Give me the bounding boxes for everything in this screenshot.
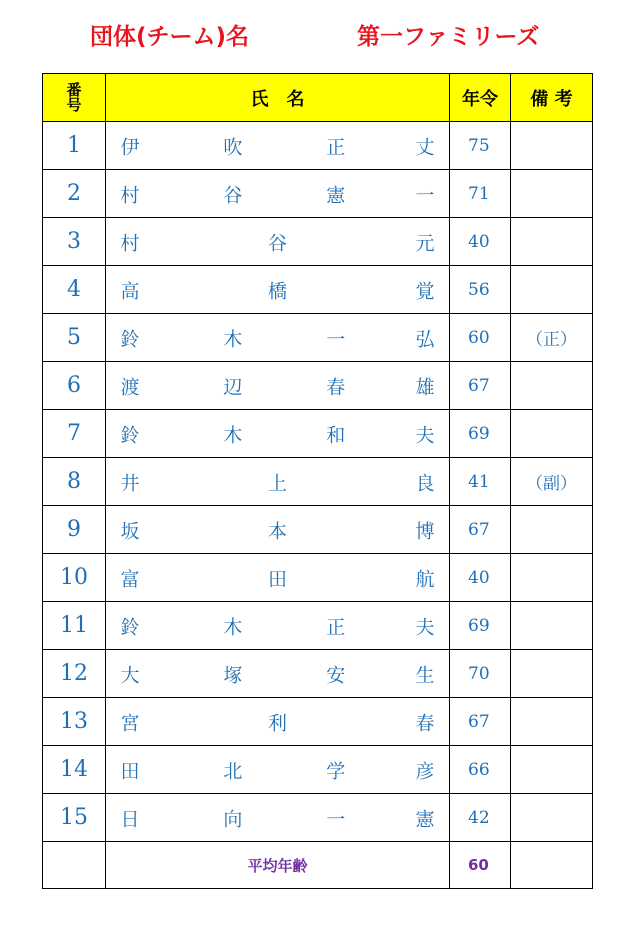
name-char: 北: [223, 760, 243, 782]
team-name: 第一ファミリーズ: [357, 24, 540, 50]
member-name: [106, 506, 450, 554]
name-char: 彦: [415, 760, 435, 782]
member-age: 69: [450, 602, 511, 650]
member-name: [106, 218, 450, 266]
member-age: 69: [450, 410, 511, 458]
table-row: [43, 746, 593, 794]
name-char: 春: [415, 712, 435, 734]
name-char: 渡: [120, 376, 140, 398]
roster-body: [43, 122, 593, 842]
name-char: 憲: [415, 808, 435, 830]
name-char: 和: [326, 424, 346, 446]
name-char: 博: [415, 520, 435, 542]
name-char: 高: [120, 280, 140, 302]
name-char: 谷: [223, 184, 243, 206]
table-header-row: [43, 74, 593, 122]
name-char: 安: [326, 664, 346, 686]
member-age: 75: [450, 122, 511, 170]
average-label: 平均年齢: [106, 842, 450, 889]
member-note: [511, 218, 593, 266]
table-row: [43, 170, 593, 218]
member-name: [106, 698, 450, 746]
member-note: [511, 602, 593, 650]
name-char: 本: [267, 520, 288, 542]
name-char: 学: [326, 760, 346, 782]
average-note-cell: [511, 842, 593, 889]
name-char: 雄: [415, 376, 435, 398]
member-note: [511, 794, 593, 842]
name-char: 一: [326, 328, 346, 350]
name-char: 覚: [415, 280, 435, 302]
name-char: 向: [223, 808, 243, 830]
name-char: 航: [415, 568, 435, 590]
name-char: 夫: [415, 424, 435, 446]
header-note: 備 考: [511, 74, 593, 122]
member-age: 70: [450, 650, 511, 698]
member-note: （副）: [511, 458, 593, 506]
document-title: [0, 18, 640, 54]
member-age: 60: [450, 314, 511, 362]
row-number: 4: [43, 266, 106, 314]
name-char: 谷: [267, 232, 288, 254]
name-char: 一: [326, 808, 346, 830]
member-name: [106, 122, 450, 170]
table-row: [43, 218, 593, 266]
name-char: 木: [223, 616, 243, 638]
header-age: 年令: [450, 74, 511, 122]
name-char: 良: [415, 472, 435, 494]
name-char: 日: [120, 808, 140, 830]
name-char: 木: [223, 328, 243, 350]
table-row: [43, 794, 593, 842]
row-number: 3: [43, 218, 106, 266]
member-name: [106, 746, 450, 794]
name-char: 坂: [120, 520, 140, 542]
name-char: 一: [415, 184, 435, 206]
average-blank-cell: [43, 842, 106, 889]
member-age: 41: [450, 458, 511, 506]
member-note: [511, 506, 593, 554]
member-age: 40: [450, 554, 511, 602]
row-number: 10: [43, 554, 106, 602]
member-note: （正）: [511, 314, 593, 362]
table-row: [43, 266, 593, 314]
member-age: 67: [450, 698, 511, 746]
member-age: 66: [450, 746, 511, 794]
name-char: 富: [120, 568, 140, 590]
header-number: 番 号: [43, 74, 106, 122]
row-number: 5: [43, 314, 106, 362]
row-number: 12: [43, 650, 106, 698]
member-note: [511, 266, 593, 314]
row-number: 1: [43, 122, 106, 170]
row-number: 11: [43, 602, 106, 650]
name-char: 井: [120, 472, 140, 494]
member-age: 71: [450, 170, 511, 218]
name-char: 春: [326, 376, 346, 398]
name-char: 憲: [326, 184, 346, 206]
name-char: 宮: [120, 712, 140, 734]
row-number: 13: [43, 698, 106, 746]
member-name: [106, 458, 450, 506]
name-char: 弘: [415, 328, 435, 350]
roster-table: [42, 73, 593, 889]
member-note: [511, 746, 593, 794]
member-note: [511, 170, 593, 218]
member-name: [106, 794, 450, 842]
name-char: 正: [326, 616, 346, 638]
member-name: [106, 362, 450, 410]
member-name: [106, 554, 450, 602]
table-row: [43, 506, 593, 554]
name-char: 塚: [223, 664, 243, 686]
name-char: 鈴: [120, 328, 140, 350]
name-char: 村: [120, 184, 140, 206]
member-age: 56: [450, 266, 511, 314]
member-age: 67: [450, 362, 511, 410]
table-row: [43, 602, 593, 650]
row-number: 8: [43, 458, 106, 506]
member-name: [106, 602, 450, 650]
table-row: [43, 554, 593, 602]
row-number: 2: [43, 170, 106, 218]
member-note: [511, 122, 593, 170]
member-name: [106, 170, 450, 218]
row-number: 15: [43, 794, 106, 842]
name-char: 元: [415, 232, 435, 254]
name-char: 夫: [415, 616, 435, 638]
name-char: 伊: [120, 136, 140, 158]
name-char: 田: [267, 568, 288, 590]
member-name: [106, 314, 450, 362]
name-char: 橋: [267, 280, 288, 302]
member-note: [511, 554, 593, 602]
table-row: [43, 650, 593, 698]
member-note: [511, 650, 593, 698]
name-char: 吹: [223, 136, 243, 158]
member-note: [511, 362, 593, 410]
name-char: 生: [415, 664, 435, 686]
name-char: 木: [223, 424, 243, 446]
average-value: 60: [450, 842, 511, 889]
member-age: 67: [450, 506, 511, 554]
member-name: [106, 650, 450, 698]
name-char: 大: [120, 664, 140, 686]
table-row: [43, 362, 593, 410]
row-number: 14: [43, 746, 106, 794]
table-row: [43, 698, 593, 746]
row-number: 7: [43, 410, 106, 458]
row-number: 9: [43, 506, 106, 554]
header-name: 氏 名: [106, 74, 450, 122]
name-char: 村: [120, 232, 140, 254]
name-char: 上: [267, 472, 288, 494]
member-note: [511, 410, 593, 458]
member-age: 40: [450, 218, 511, 266]
table-row: [43, 458, 593, 506]
table-row: [43, 122, 593, 170]
row-number: 6: [43, 362, 106, 410]
name-char: 鈴: [120, 424, 140, 446]
name-char: 田: [120, 760, 140, 782]
table-row: [43, 410, 593, 458]
name-char: 正: [326, 136, 346, 158]
average-row: [43, 842, 593, 889]
name-char: 利: [267, 712, 288, 734]
member-name: [106, 266, 450, 314]
team-label: 団体(チーム)名: [90, 24, 250, 50]
member-age: 42: [450, 794, 511, 842]
name-char: 丈: [415, 136, 435, 158]
name-char: 辺: [223, 376, 243, 398]
member-name: [106, 410, 450, 458]
name-char: 鈴: [120, 616, 140, 638]
table-row: [43, 314, 593, 362]
member-note: [511, 698, 593, 746]
